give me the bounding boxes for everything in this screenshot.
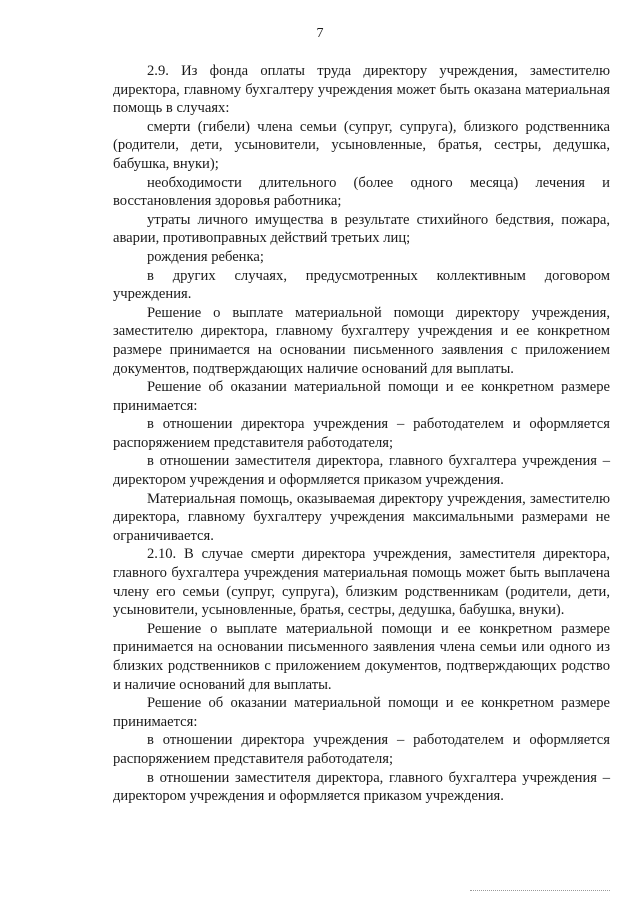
paragraph-case-death: смерти (гибели) члена семьи (супруг, супруга), близкого родственника (родители, дети, усыновители, усыновленные, братья, сестры, дедушка, бабушка, внуки); xyxy=(113,118,610,172)
paragraph-no-limit: Материальная помощь, оказываемая директору учреждения, заместителю директора, главному бухгалтеру учреждения максимальными размерами не ограничивается. xyxy=(113,490,610,544)
paragraph-case-other: в других случаях, предусмотренных коллективным договором учреждения. xyxy=(113,267,610,303)
footer-rule xyxy=(470,890,610,891)
document-body xyxy=(113,62,610,806)
paragraph-decision-director: в отношении директора учреждения – работодателем и оформляется распоряжением представителя работодателя; xyxy=(113,416,610,451)
paragraph-decision-deputy: в отношении заместителя директора, главного бухгалтера учреждения – директором учреждения и оформляется приказом учреждения. xyxy=(113,453,610,489)
paragraph-2-9-intro: 2.9. Из фонда оплаты труда директору учреждения, заместителю директора, главному бухгалтеру учреждения может быть оказана материальная помощь в случаях: xyxy=(113,63,610,117)
page-number: 7 xyxy=(316,26,324,41)
paragraph-decision-director-2: в отношении директора учреждения – работодателем и оформляется распоряжением представителя работодателя; xyxy=(113,732,610,767)
paragraph-decision-deputy-2: в отношении заместителя директора, главного бухгалтера учреждения – директором учреждения и оформляется приказом учреждения. xyxy=(113,769,610,805)
paragraph-case-childbirth: рождения ребенка; xyxy=(147,248,264,265)
paragraph-case-property-loss: утраты личного имущества в результате стихийного бедствия, пожара, аварии, противоправных действий третьих лиц; xyxy=(113,211,610,247)
paragraph-decision-intro-2: Решение об оказании материальной помощи и ее конкретном размере принимается: xyxy=(113,695,610,730)
paragraph-relatives-decision: Решение о выплате материальной помощи и ее конкретном размере принимается на основании письменного заявления члена семьи или одного из близких родственников с приложением документов, подтверждающих родство и наличие оснований для выплаты. xyxy=(113,620,610,693)
paragraph-2-10-intro: 2.10. В случае смерти директора учреждения, заместителя директора, главного бухгалтера учреждения материальная помощь может быть выплачена члену его семьи (супруг, супруга), близким родственникам (родители, дети, усыновители, усыновленные, братья, сестры, дедушка, бабушка, внуки). xyxy=(113,546,610,619)
paragraph-case-treatment: необходимости длительного (более одного месяца) лечения и восстановления здоровья работника; xyxy=(113,174,610,210)
paragraph-decision-intro: Решение об оказании материальной помощи и ее конкретном размере принимается: xyxy=(113,379,610,414)
paragraph-decision-payment: Решение о выплате материальной помощи директору учреждения, заместителю директора, главному бухгалтеру учреждения и ее конкретном размере принимается на основании письменного заявления с приложением документов, подтверждающих наличие оснований для выплаты. xyxy=(113,304,610,377)
